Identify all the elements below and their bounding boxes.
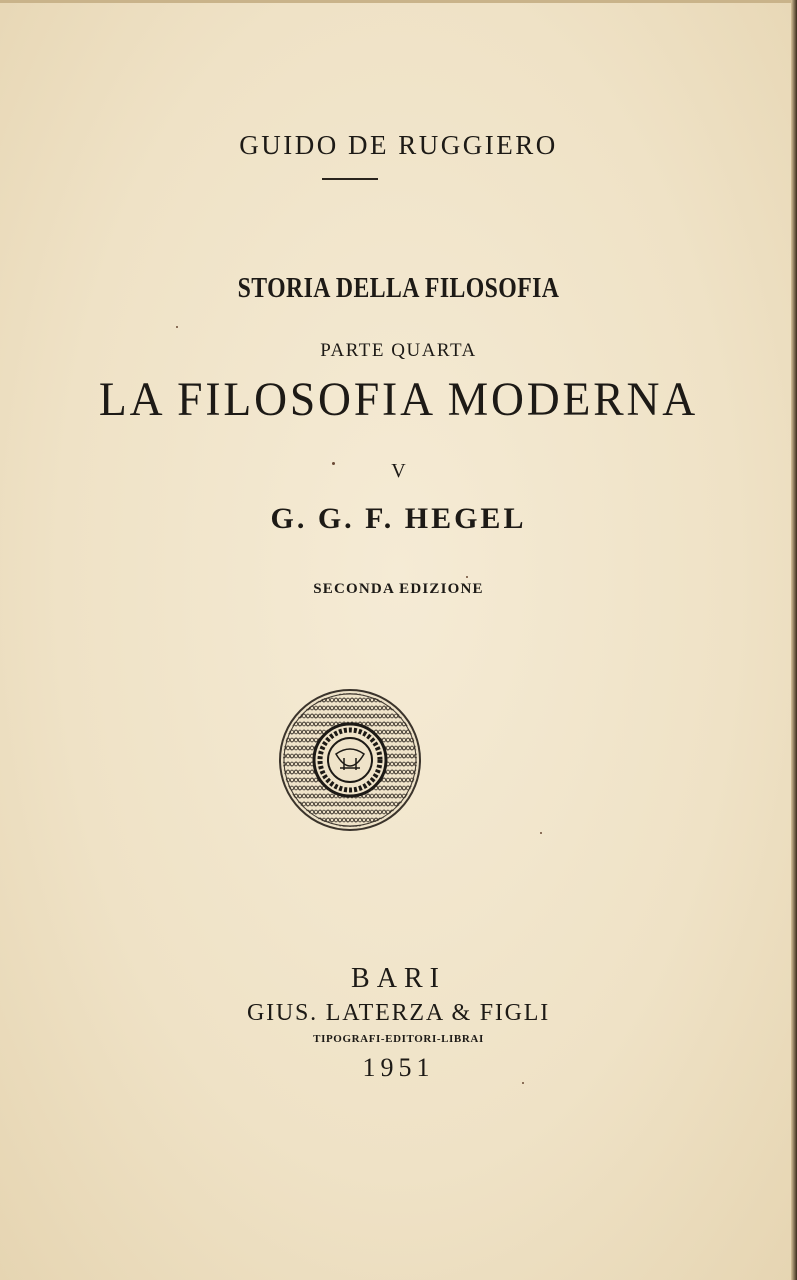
publisher-emblem-icon — [278, 688, 422, 832]
divider-rule — [322, 178, 378, 180]
imprint-publisher: GIUS. LATERZA & FIGLI — [246, 1000, 551, 1026]
part-label: PARTE QUARTA — [320, 340, 477, 361]
paper-speck — [466, 576, 468, 578]
paper-speck — [176, 326, 178, 328]
volume-number: V — [391, 460, 406, 482]
page-right-edge — [791, 0, 797, 1280]
imprint-trade: TIPOGRAFI-EDITORI-LIBRAI — [313, 1033, 484, 1045]
author-name: GUIDO DE RUGGIERO — [239, 130, 558, 160]
paper-speck — [540, 832, 542, 834]
edition-label: SECONDA EDIZIONE — [313, 581, 484, 597]
subject-title: LA FILOSOFIA MODERNA — [98, 373, 699, 426]
series-title: STORIA DELLA FILOSOFIA — [237, 272, 560, 304]
paper-speck — [332, 462, 335, 465]
book-title: G. G. F. HEGEL — [270, 502, 527, 535]
imprint-city: BARI — [351, 963, 446, 994]
page-top-edge — [0, 0, 797, 3]
paper-speck — [522, 1082, 524, 1084]
imprint-year: 1951 — [362, 1053, 435, 1082]
